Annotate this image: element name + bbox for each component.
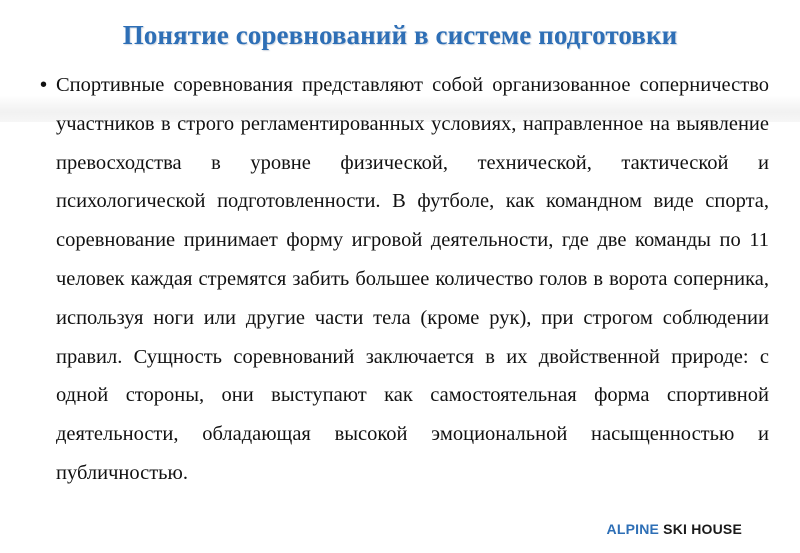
slide-title: Понятие соревнований в системе подготовки [122,20,678,50]
bullet-item [40,66,769,493]
slide-content [40,66,769,493]
bullet-marker: • [40,74,48,96]
bullet-text: Спортивные соревнования представляют собой организованное соперничество участников в строго регламентированных условиях, направленное на выявление превосходства в уровне физической, технической, тактической и психологической подготовленности. В футболе, как командном виде спорта, соревнование принимает форму игровой деятельности, где две команды по 11 человек каждая стремятся забить большее количество голов в ворота соперника, используя ноги или другие части тела (кроме рук), при строгом соблюдении правил. Сущность соревнований заключается в их двойственной природе: с одной стороны, они выступают как самостоятельная форма спортивной деятельности, обладающая высокой эмоциональной насыщенностью и публичностью. [56,74,769,484]
logo-word-ski-house: SKI HOUSE [663,521,742,537]
brand-logo [607,521,742,537]
logo-word-alpine: ALPINE [606,521,660,537]
